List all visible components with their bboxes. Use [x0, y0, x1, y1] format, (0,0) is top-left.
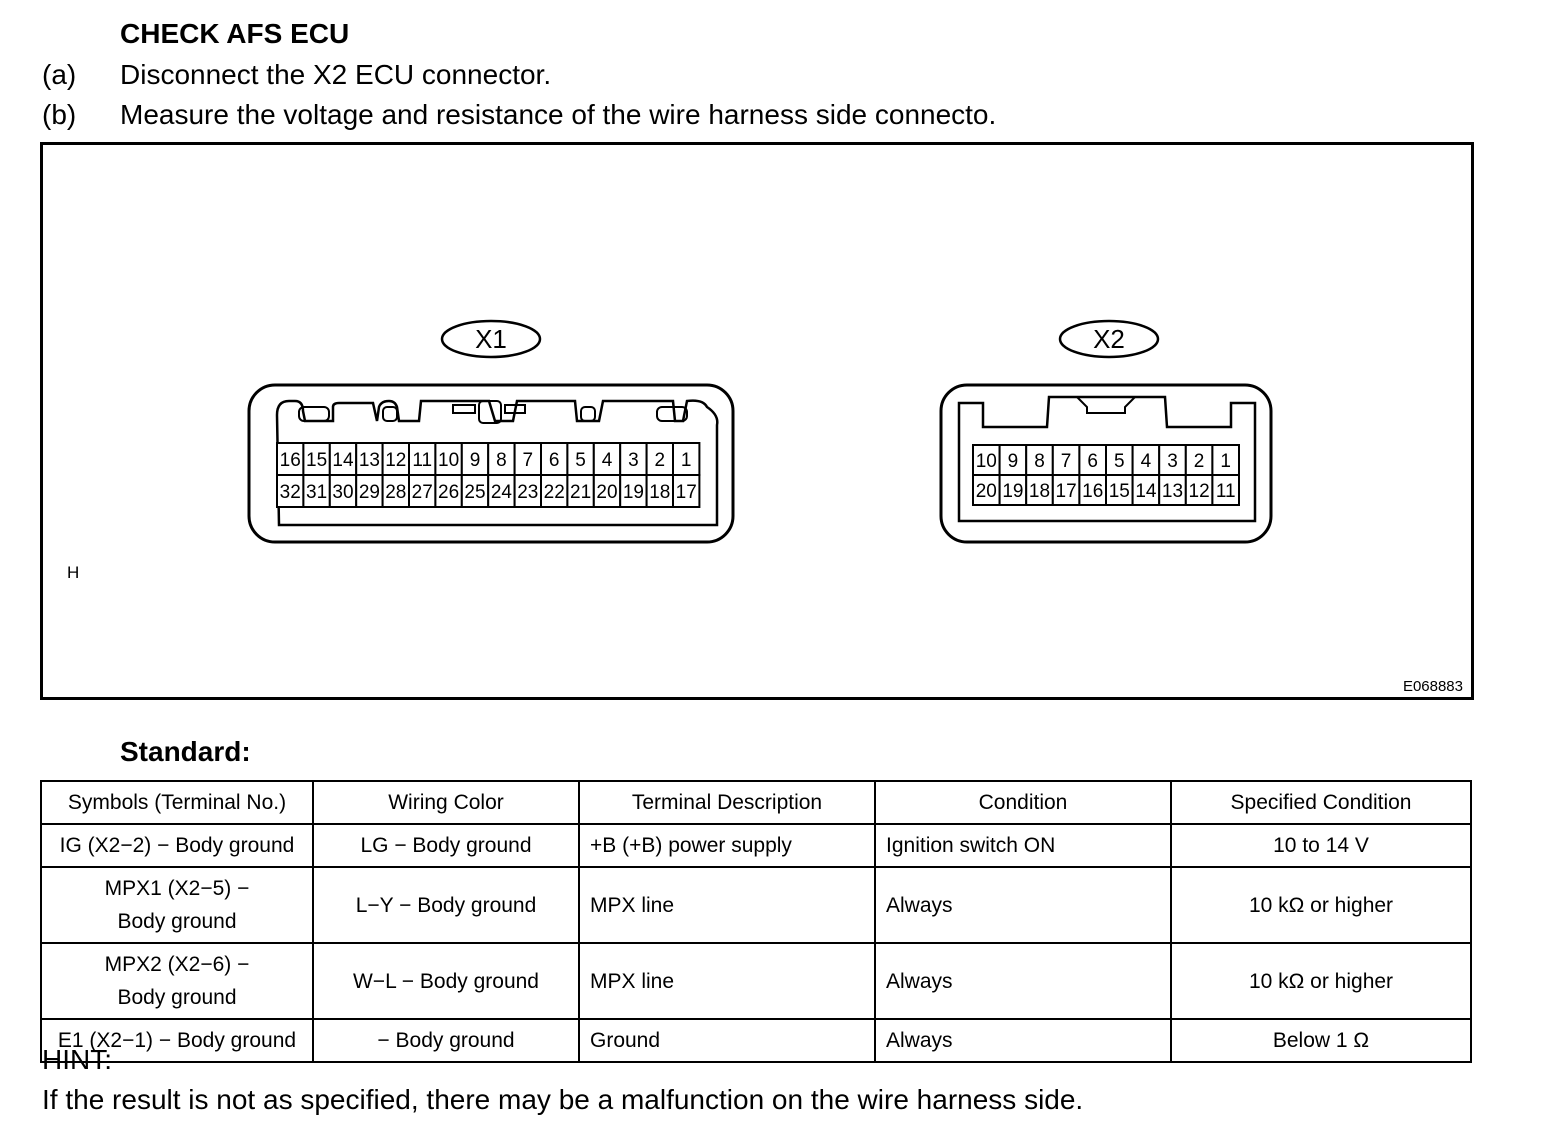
pin-number: 3: [1167, 451, 1178, 472]
cell-wiring-color: LG − Body ground: [313, 824, 579, 867]
hint-label: HINT:: [42, 1044, 112, 1075]
x2-label: X2: [1093, 324, 1125, 354]
pin-number: 31: [306, 482, 328, 503]
header-terminal-description: Terminal Description: [579, 781, 875, 824]
pin-number: 19: [1002, 481, 1024, 502]
cell-description: MPX line: [579, 943, 875, 1019]
pin-number: 4: [601, 450, 613, 471]
x1-pin-grid: [277, 443, 699, 507]
cell-condition: Ignition switch ON: [875, 824, 1171, 867]
pin-number: 6: [1087, 451, 1098, 472]
step-b-text: Measure the voltage and resistance of the wire harness side connecto.: [120, 99, 997, 130]
cell-symbol: E1 (X2−1) − Body ground: [41, 1019, 313, 1062]
side-mark: H: [67, 563, 80, 582]
pin-number: 20: [975, 481, 997, 502]
pin-number: 12: [385, 450, 407, 471]
pin-number: 11: [412, 450, 433, 471]
pin-number: 17: [1055, 481, 1077, 502]
cell-condition: Always: [875, 943, 1171, 1019]
pin-number: 26: [438, 482, 460, 503]
pin-number: 4: [1140, 451, 1152, 472]
pin-number: 9: [469, 450, 481, 471]
cell-description: +B (+B) power supply: [579, 824, 875, 867]
pin-number: 15: [306, 450, 328, 471]
pin-number: 29: [358, 482, 380, 503]
cell-symbol: IG (X2−2) − Body ground: [41, 824, 313, 867]
pin-number: 12: [1188, 481, 1210, 502]
pin-number: 2: [1193, 451, 1205, 472]
figure-code: E068883: [1402, 678, 1463, 695]
cell-symbol: MPX2 (X2−6) − Body ground: [41, 943, 313, 1019]
pin-number: 19: [622, 482, 644, 503]
pin-number: 2: [654, 450, 666, 471]
pin-number: 16: [1082, 481, 1104, 502]
pin-number: 18: [1028, 481, 1051, 502]
x2-pin-grid: [973, 445, 1239, 505]
pin-number: 1: [680, 450, 692, 471]
cell-symbol: MPX1 (X2−5) − Body ground: [41, 867, 313, 943]
pin-number: 30: [332, 482, 354, 503]
cell-condition: Always: [875, 867, 1171, 943]
step-a-text: Disconnect the X2 ECU connector.: [120, 59, 552, 90]
cell-spec: 10 to 14 V: [1171, 824, 1471, 867]
page-title: CHECK AFS ECU: [120, 18, 350, 49]
x1-latch-slot: [581, 407, 595, 421]
pin-number: 20: [596, 482, 618, 503]
cell-wiring-color: − Body ground: [313, 1019, 579, 1062]
pin-number: 17: [675, 482, 697, 503]
pin-number: 13: [1161, 481, 1184, 502]
pin-number: 16: [279, 450, 301, 471]
pin-number: 23: [517, 482, 539, 503]
pin-number: 24: [490, 482, 512, 503]
connector-diagram: [43, 145, 1471, 697]
cell-description: Ground: [579, 1019, 875, 1062]
hint-text: If the result is not as specified, there may be a malfunction on the wire harness side.: [42, 1084, 1084, 1115]
pin-number: 7: [522, 450, 534, 471]
pin-number: 18: [649, 482, 671, 503]
standard-label: Standard:: [120, 736, 251, 767]
cell-wiring-color: W−L − Body ground: [313, 943, 579, 1019]
step-a: [42, 59, 551, 91]
standard-table: [40, 780, 1472, 1063]
pin-number: 7: [1060, 451, 1072, 472]
cell-spec: Below 1 Ω: [1171, 1019, 1471, 1062]
header-condition: Condition: [875, 781, 1171, 824]
table-row: [41, 943, 1471, 1019]
table-row: [41, 1019, 1471, 1062]
pin-number: 9: [1007, 451, 1019, 472]
header-symbols: Symbols (Terminal No.): [41, 781, 313, 824]
x1-label: X1: [475, 324, 507, 354]
pin-number: 28: [385, 482, 407, 503]
x2-center-key: [1077, 397, 1135, 413]
pin-number: 10: [438, 450, 460, 471]
header-specified-condition: Specified Condition: [1171, 781, 1471, 824]
connector-figure: [40, 142, 1474, 700]
table-row: [41, 824, 1471, 867]
pin-number: 11: [1215, 481, 1236, 502]
table-row: [41, 867, 1471, 943]
step-b: [42, 99, 996, 131]
pin-number: 10: [975, 451, 997, 472]
pin-number: 15: [1108, 481, 1130, 502]
pin-number: 21: [570, 482, 592, 503]
cell-condition: Always: [875, 1019, 1171, 1062]
pin-number: 1: [1220, 451, 1231, 472]
pin-number: 14: [332, 450, 354, 471]
pin-number: 32: [279, 482, 301, 503]
x1-latch-slot: [383, 407, 397, 421]
cell-wiring-color: L−Y − Body ground: [313, 867, 579, 943]
pin-number: 14: [1135, 481, 1157, 502]
pin-number: 13: [358, 450, 380, 471]
cell-spec: 10 kΩ or higher: [1171, 943, 1471, 1019]
pin-number: 27: [411, 482, 433, 503]
cell-description: MPX line: [579, 867, 875, 943]
pin-number: 5: [575, 450, 586, 471]
step-b-label: (b): [42, 99, 77, 130]
x1-key-detail: [453, 405, 475, 413]
pin-number: 8: [496, 450, 507, 471]
pin-number: 3: [628, 450, 639, 471]
pin-number: 25: [464, 482, 486, 503]
step-a-label: (a): [42, 59, 77, 90]
pin-number: 6: [548, 450, 560, 471]
pin-number: 22: [543, 482, 565, 503]
pin-number: 8: [1034, 451, 1045, 472]
table-header-row: [41, 781, 1471, 824]
pin-number: 5: [1114, 451, 1125, 472]
header-wiring-color: Wiring Color: [313, 781, 579, 824]
cell-spec: 10 kΩ or higher: [1171, 867, 1471, 943]
